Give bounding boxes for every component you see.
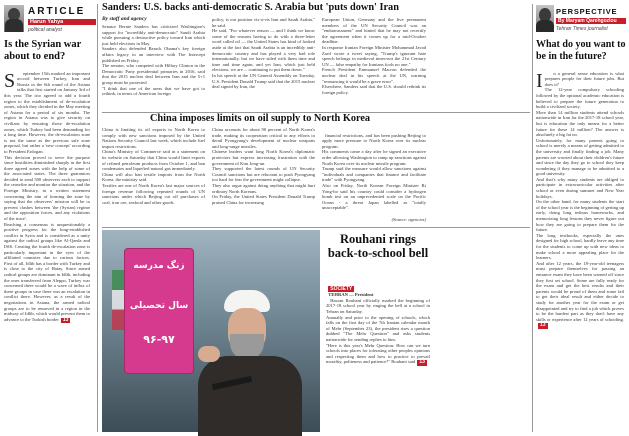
rouhani-body-text: Hassan Rouhani officially marked the beginning of 2017-18 school year by ringing the bell at a school in Tehran on Saturday. Annually and prior to the opening of schools, which falls on the first day of the 7th Iranian calendar month of Mehr (September 23), the president rises a question dubbed "The Mehr Question" and asks students nationwide for sending replies to him. "Here is this year's Mehr Question: How can we turn schools into places for tolerating other peoples opinions and respecting them and how to practice to prevail morality, politeness and patience?" Rouhani said [326,297,430,365]
sanders-headline: Sanders: U.S. backs anti-democratic S. Arabia but 'puts down' Iran [102,2,399,13]
china-headline: China imposes limits on oil supply to North Korea [150,113,371,124]
perspective-body [536,65,624,431]
article-headline: Is the Syrian war about to end? [4,39,82,62]
section-label: ARTICLE [28,6,86,17]
sanders-col-1: Senator Bernie Sanders has criticized Washington's support for "incredibly anti-democratic" Saudi Arabia while pursuing a destructive policy toward Iran which just held elections in May. Sanders also defended Barack Obama's key foreign affairs legacy in an interview with The Intercept published on Friday. The senator, who competed with Hillary Clinton in the Democratic Party presidential primaries in 2016, said that the 2015 nuclear deal between Iran and the 5+1 group must be protected. "I think that one of the areas that we have got to rethink, in terms of American foreign [102,24,205,97]
china-col-3 [322,127,426,225]
rouhani-page-ref[interactable]: 13 [419,359,425,366]
china-col-2: China accounts for about 90 percent of North Korea's trade, making its cooperation critical to any efforts to derail Pyongyang's development of nuclear weapons and long-range missiles. Chinese leaders want long North Korea's diplomatic protectors but express increasing frustration with the government of Kim Jong-un. They supported the latest rounds of UN Security Council sanctions but are reluctant to push Pyongyang too hard for fear the government might collapse. They also argue against doing anything that might hurt ordinary North Koreans. On Friday, the United States President Donald Trump praised China for increasing [212,127,315,205]
author-role: political analyst [28,27,62,33]
perspective-page-ref[interactable]: 13 [540,322,546,329]
sanders-byline: By staff and agency [102,16,147,22]
society-tag: SOCIETY [330,285,353,292]
author-photo [4,5,24,32]
perspective-role: Tehran Times journalist [556,26,608,32]
rouhani-body [326,280,430,432]
perspective-label: PERSPECTIVE [556,7,618,16]
sign-line-1: زنگ مدرسه [133,261,185,271]
rouhani-dateline: TEHRAN — President [328,292,374,298]
page-ref[interactable]: 13 [62,316,69,323]
perspective-headline: What do you want to be in the future? [536,39,626,62]
column-divider [97,4,98,432]
rouhani-headline: Rouhani rings back-to-school bell [327,232,429,260]
column-divider-right [532,4,533,432]
sign-line-2: سال تحصیلی [129,301,189,311]
author-name: Harun Yahya [28,19,96,25]
china-col-1: China is limiting its oil exports to North Korea to comply with new sanctions imposed by the United Nations Security Council last week, which include fuel import restrictions. China's Ministry of Commerce said in a statement on its website on Saturday that China would limit exports of refined petroleum products from October 1, and ban condensates and liquefied natural gas immediately. China will also ban textile imports from the North Korea, the ministry said. Textiles are one of North Korea's last major sources of foreign revenue following repeated rounds of UN sanctions under which Beijing cut off purchases of coal, iron ore, seafood and other goods. [102,127,205,205]
left-column [4,3,94,433]
china-source: (Source: agencies) [391,216,426,222]
drop-cap: S [4,69,16,92]
perspective-photo [536,5,554,32]
hand [198,346,220,362]
section-divider-2 [102,227,530,228]
rouhani-photo [102,230,320,432]
perspective-column [536,3,626,433]
perspective-body-text: n a general sense education is what prepares people for their future jobs. But does it? The 12-year compulsory schooling followed by the optional academic education is believed to prepare the future generation to build a civilized society. More than 14 million students attend schools nationwide in Iran for the 2017-18 school year, but is education the only means for a better future for these 14 million? The answer is absolutely a big fat no. Unfortunately, for many parents going to school is merely a means of getting admitted to the university and finally finding a job. Many parents are worried about their children's future and since the day they go to school they keep wondering if they manage to be admitted to a good university. And that's why many students are obliged to participate in extracurricular activities after school or even during summer and New Year holidays. On the other hand, for many students the start of the school year is the beginning of getting up early, doing long tedious homeworks, and memorizing long lessons they never figure out how they are going to prepare them for the future. The long textbooks, especially the ones designed for high school, hardly leave any time for the students to come up with new ideas to make school a more appealing place for the learners. And after 12 years, the 18-year-old teenagers must prepare themselves for passing an entrance exam they have been warned off since they first set school. Some are fully ready for the exam and get the best results and their parents would be proud of them and some fail to get their ideal result and either decide to study for another year for the exam or get disappointed and try to find a job which proves to be the hardest part as they don't have any skills or experience after 12 years of schooling. [536,70,624,322]
sanders-col-3: European Union, Germany and the five permanent members of the UN Security Council was an "embarrassment" and hinted that he may not recertify the agreement when it comes up for a mid-October deadline. In response Iranian Foreign Minister Mohammad Javad Zarif wrote a tweet saying, "Trump's ignorant hate speech belongs in medieval times-not the 21st Century UN — false empathy for Iranians fools no one." French President Emmanuel Macron defended the nuclear deal in his speech at the UN, warning "renouncing it would be a grave error". Elsewhere, Sanders said that the U.S. should rethink its foreign policy. [322,17,426,95]
perspective-drop-cap: I [536,69,543,92]
school-bell-sign [124,248,194,374]
robe [198,356,302,436]
perspective-author: By Maryam Qarehgozlou [556,18,626,24]
china-col-3-text: financial restrictions, and has been pushing Beijing to apply more pressure to North Korea over its nuclear program. His comments came a day after he signed an executive order allowing Washington to ramp up sanctions against North Korea over its nuclear missile program. Trump said the measure would allow sanctions against "individuals and companies that finance and facilitate trade" with Pyongyang. Also on Friday, North Korean Foreign Minister Ri Yong-ho said his country could consider a hydrogen bomb test on an unprecedented scale on the Pacific Ocean - a threat Japan labelled as "totally unacceptable". [322,132,426,211]
sign-line-3: ۹۶-۹۷ [143,333,175,346]
sanders-col-2: policy, is our position vis-a-vis Iran and Saudi Arabia," he said. He said, "For whatever reason — and I think we know some of the reasons having to do with a three-letter word called oil — the United States has kind of looked aside at the fact that Saudi Arabia is an incredibly anti-democratic country and has played a very bad role internationally, but we have sided with them time and time and time again, and yet Iran, which just held elections, we are ... continuing to put them down." In his speech at the UN General Assembly on Tuesday, U.S. President Donald Trump said that the 2015 nuclear deal signed by Iran, the [212,17,315,90]
article-body-text: eptember 15th marked an important accord between Turkey, Iran and Russia in the 6th round of the Astana talks that first started on January 3rd of this year. The trio agreed to add a fourth region to the establishment of de-escalation zones, which they decided in the May meeting of Astana for a period of six months. The region in Astana was to give security on civilians by ensuring those de-escalation zones, which Turkey had been demanding for a long time. However, the de-escalation zone is not the same as the previous safe zone proposal, but rather a 'new concept' according to President Erdogan. This decision proved to serve the purpose since hostilities diminished sharply in the first three agreed zones with the help of some of the associated states. The three guarantors decided to send 500 observers each to support the ceasefire and monitor the situation, and the Foreign Ministry, in a written statement concerning the aim of forming the zone by saying that the observers' mission will be to prevent clashes between 'the (Syrian) regime and the opposition forces, and any violations of the truce'. Reaching a consensus is unquestionably a positive progress for the long-established conflict in Syria and is considered as a unity against the radical groups like Al-Qaeda and ISIS. Creating the fourth de-escalation zone is particularly important in the eyes of the affiliated countries due to various factors. First of all, Idlib has a border with Turkey and is close to the city of Hatay. Since armed radical groups are dominant in Idlib, including the ones transferred from Aleppo, Turkey was concerned there would be a wave of influx of these groups in case there was an escalation in conflict there. However, as a result of the negotiations in Astana, the armed radical groups are to be removed in a region in the midway of Idlib, which would prevent them to advance to the Turkish border [4,70,91,322]
article-body [4,65,90,427]
